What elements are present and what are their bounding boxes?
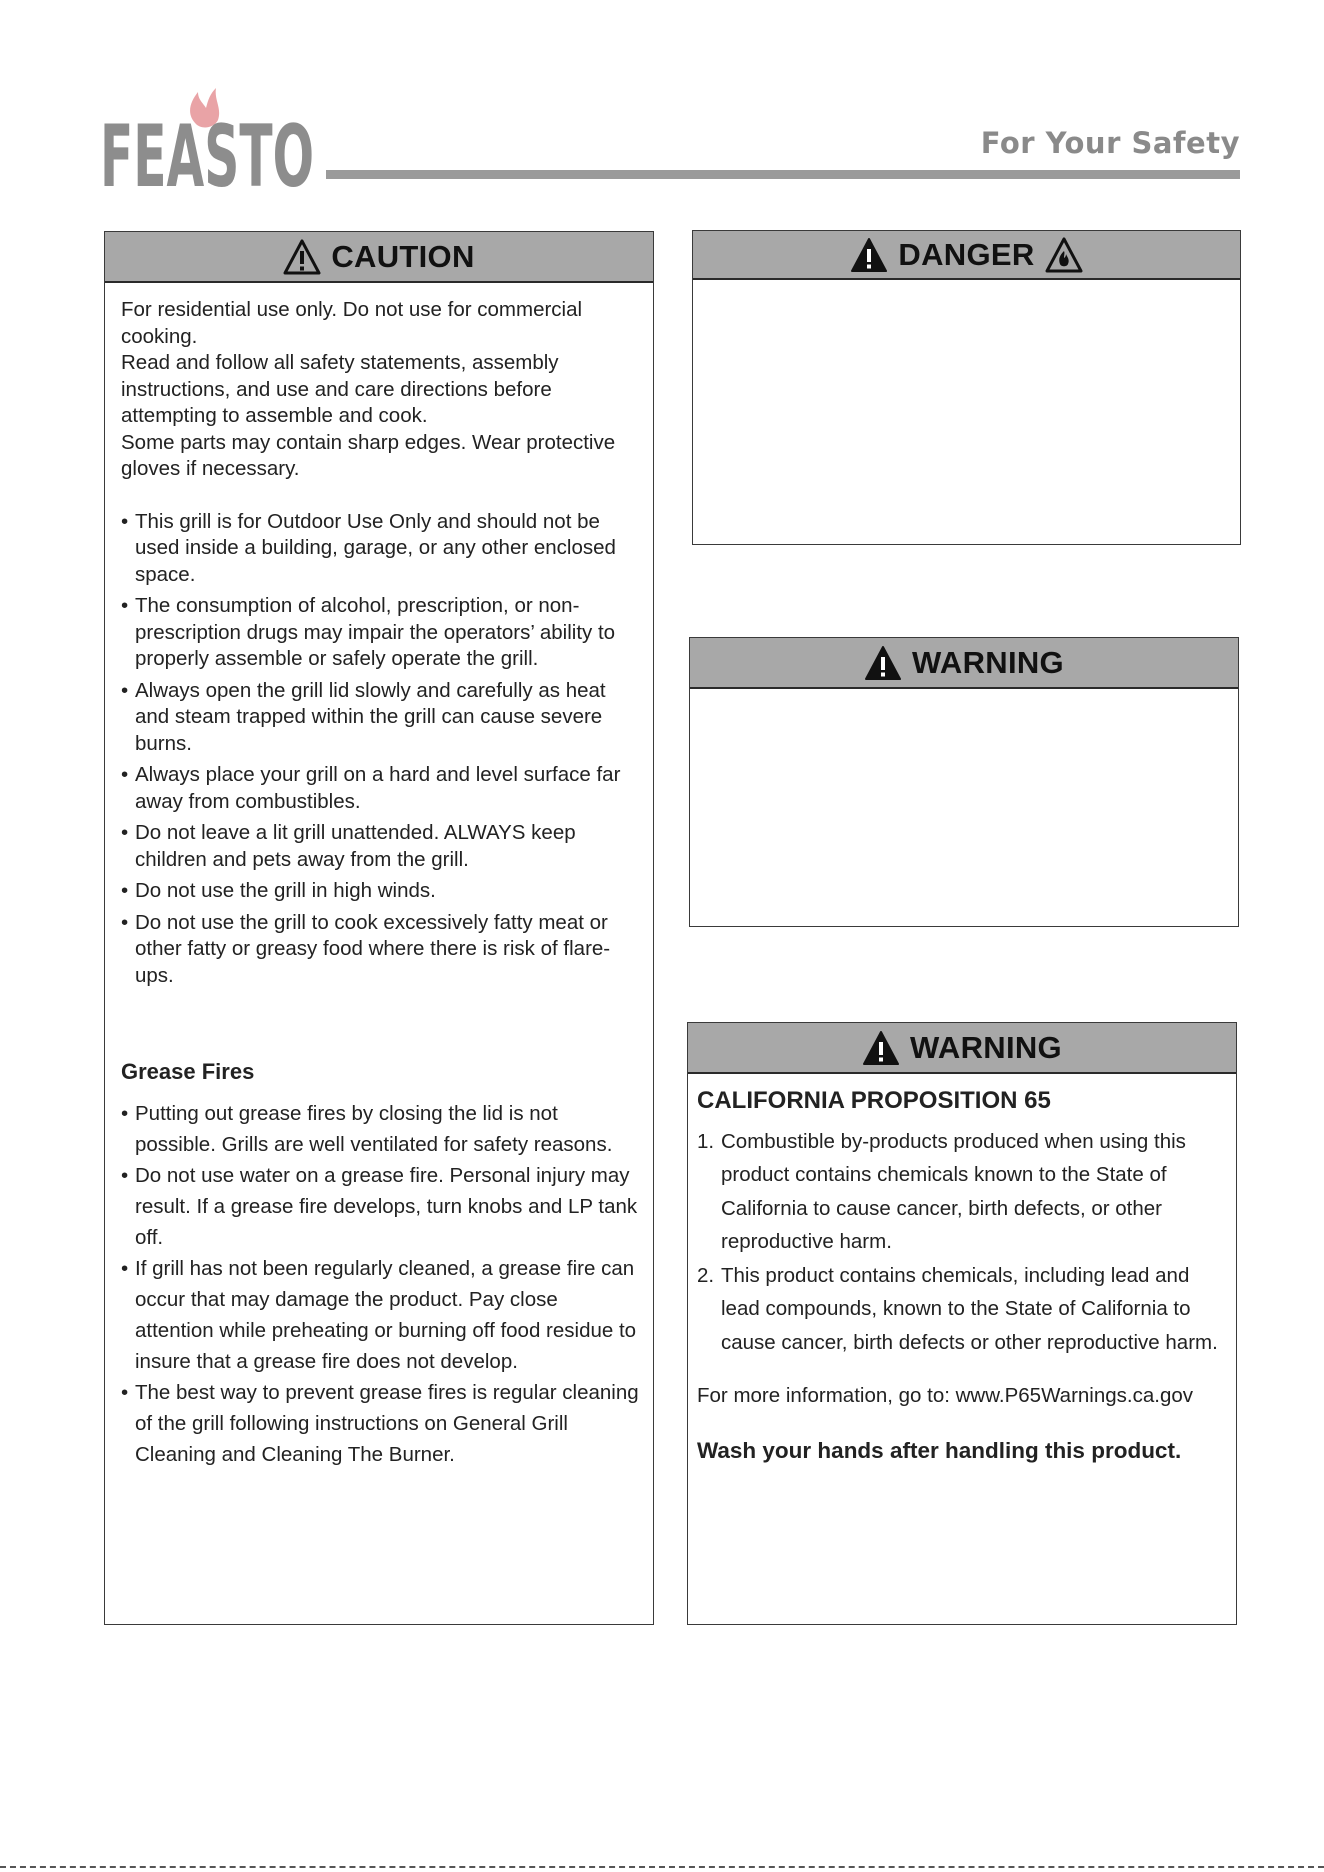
list-item: • Do not leave a lit grill unattended. ALWAYS keep children and pets away from the grill. (121, 820, 641, 873)
warning-box-1 (689, 637, 1239, 927)
warning-1-header (690, 638, 1238, 689)
list-item: • This grill is for Outdoor Use Only and should not be used inside a building, garage, or any other enclosed space. (121, 509, 641, 589)
caution-intro-1: For residential use only. Do not use for commercial cooking. (121, 298, 583, 348)
list-item: 2. This product contains chemicals, including lead and lead compounds, known to the State of California to cause cancer, birth defects or other reproductive harm. (697, 1263, 1218, 1354)
caution-bullet-list (121, 509, 641, 990)
list-item: 1. Combustible by-products produced when using this product contains chemicals known to the State of California to cause cancer, birth defects, or other reproductive harm. (697, 1129, 1186, 1253)
list-item: • Putting out grease fires by closing the lid is not possible. Grills are well ventilated for safety reasons. (121, 1098, 641, 1160)
list-item: • Do not use the grill in high winds. (121, 878, 641, 905)
brand-logo-graphic (98, 78, 318, 207)
list-item: • Do not use water on a grease fire. Personal injury may result. If a grease fire develops, turn knobs and LP tank off. (121, 1160, 641, 1253)
warning-2-body (688, 1074, 1236, 1464)
brand-logo (98, 78, 318, 207)
caution-box (104, 231, 654, 1625)
danger-box (692, 230, 1241, 545)
caution-intro-3: Some parts may contain sharp edges. Wear protective gloves if necessary. (121, 430, 616, 480)
california-title: CALIFORNIA PROPOSITION 65 (697, 1087, 1051, 1114)
list-item: • If grill has not been regularly cleaned, a grease fire can occur that may damage the product. Pay close attention while preheating or burning off food residue to insure that a grease fire does not develop. (121, 1253, 641, 1377)
warning-box-2 (687, 1022, 1237, 1625)
wash-hands-text: Wash your hands after handling this product. (697, 1437, 1182, 1463)
warning-triangle-icon (862, 1030, 900, 1066)
warning-2-label: WARNING (910, 1029, 1062, 1065)
caution-header (105, 232, 653, 283)
page-bottom-edge (0, 1866, 1324, 1868)
california-list (697, 1125, 1230, 1360)
danger-header (693, 231, 1240, 280)
flame-triangle-icon (1045, 237, 1083, 273)
warning-triangle-icon (283, 239, 321, 275)
caution-body (105, 283, 653, 1470)
warning-1-label: WARNING (912, 644, 1064, 680)
list-item: • The best way to prevent grease fires is regular cleaning of the grill following instructions on General Grill Cleaning and Cleaning The Burner. (121, 1377, 641, 1470)
grease-fires-heading: Grease Fires (121, 1059, 255, 1084)
california-item-1: Combustible by-products produced when using this product contains chemicals known to the State of California to cause cancer, birth defects, or other reproductive harm. (721, 1129, 1186, 1253)
brand-wordmark: FEASTO (100, 107, 314, 207)
danger-label: DANGER (898, 236, 1035, 272)
grease-bullet-list (121, 1098, 641, 1470)
warning-2-header (688, 1023, 1236, 1074)
california-item-2: This product contains chemicals, including lead and lead compounds, known to the State of California to cause cancer, birth defects or other reproductive harm. (721, 1263, 1218, 1354)
warning-triangle-icon (850, 237, 888, 273)
caution-intro-2: Read and follow all safety statements, assembly instructions, and use and care directions before attempting to assemble and cook. (121, 351, 559, 427)
warning-triangle-icon (864, 645, 902, 681)
list-item: • The consumption of alcohol, prescription, or non-prescription drugs may impair the operators’ ability to properly assemble or safely operate the grill. (121, 593, 641, 673)
header-rule (326, 170, 1240, 179)
list-item: • Do not use the grill to cook excessively fatty meat or other fatty or greasy food where there is risk of flare-ups. (121, 910, 641, 990)
list-item: • Always open the grill lid slowly and carefully as heat and steam trapped within the grill can cause severe burns. (121, 678, 641, 758)
caution-label: CAUTION (331, 238, 475, 274)
more-info-text: For more information, go to: www.P65Warnings.ca.gov (697, 1384, 1194, 1407)
section-title: For Your Safety (980, 126, 1240, 160)
list-item: • Always place your grill on a hard and level surface far away from combustibles. (121, 762, 641, 815)
